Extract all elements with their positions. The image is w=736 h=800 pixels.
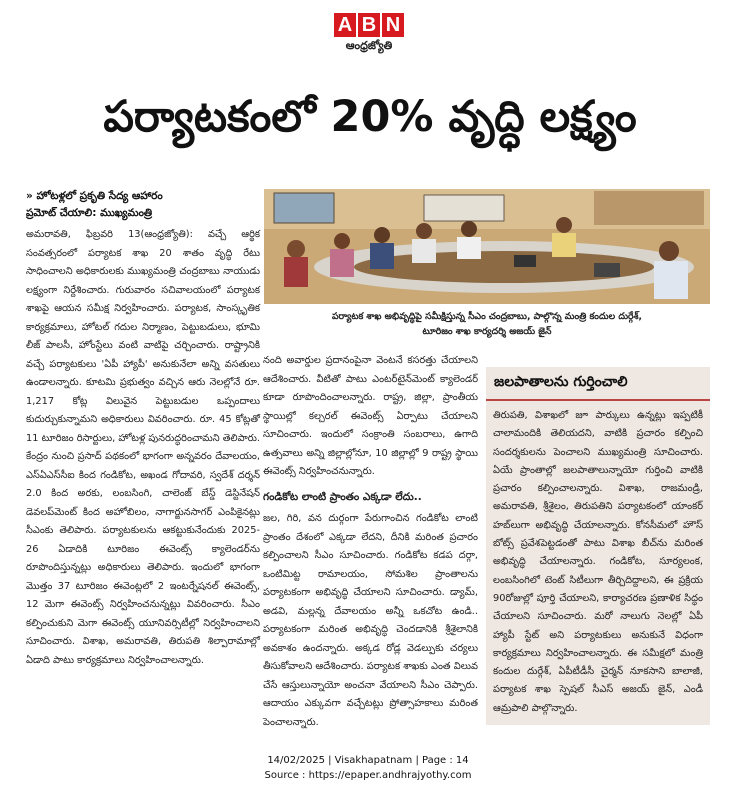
meeting-photo-illustration (264, 189, 710, 304)
sidebar-box (486, 367, 710, 725)
subheading-gandikota: గండికోట లాంటి ప్రాంతం ఎక్కడా లేదు.. (263, 490, 422, 503)
logo-letter-a: A (334, 13, 356, 37)
news-photo (264, 189, 710, 304)
kicker-line-1: » హోటళ్లలో ప్రకృతి సేద్య ఆహారం (26, 190, 163, 202)
article-column-2-top: నంది అవార్డుల ప్రదానంపైనా వెంటనే కసరత్తు చేయాలని ఆదేశించారు. వీటితో పాటు ఎంటర్‌టైన్‌మెంట్ క్యాలెండర్ కూడా రూపొందించాలన్నారు. రాష్ట్ర, జిల్లా, ప్రాంతీయ స్థాయిల్లో కల్చరల్ ఈవెంట్స్ ఏర్పాటు చేయాలని సూచించారు. ఇందులో సంక్రాంతి సంబరాలు, ఉగాది ఉత్సవాలు అన్ని జిల్లాల్లోనూ, 10 జిల్లాల్లో 9 రాష్ట్ర స్థాయి ఈవెంట్స్ నిర్వహించనున్నారు. (263, 355, 478, 477)
abn-logo (331, 13, 407, 55)
sidebar-title: జలపాతాలను గుర్తించాలి (486, 367, 710, 401)
logo-letter-b: B (358, 13, 380, 37)
logo-subtitle: ఆంధ్రజ్యోతి (345, 39, 393, 52)
logo-letter-n: N (382, 13, 404, 37)
kicker (26, 188, 266, 222)
kicker-line-2: ప్రమోట్ చేయాలి: ముఖ్యమంత్రి (26, 207, 153, 219)
sidebar-body: తిరుపతి, విశాఖలో జూ పార్కులు ఉన్నట్లు ఇప్పటికీ చాలామందికి తెలియదని, వాటికి ప్రచారం కల్పించి సందర్శకులను పెంచాలని ముఖ్యమంత్రి సూచించారు. ఏయే ప్రాంతాల్లో జలపాతాలున్నాయో గుర్తించి వాటికి ప్రచారం కల్పించాలన్నారు. విశాఖ, రాజమండ్రి, అమరావతి, శ్రీశైలం, తిరుపతిని పర్యాటకంలో యాంకర్ హబ్‌లుగా అభివృద్ధి చేయాలన్నారు. కోనసీమలో హౌస్ బోట్స్ ప్రవేశపెట్టడంతో పాటు విశాఖ బీచ్‌ను మరింత అభివృద్ధి చేయాలన్నారు. గండికోట, సూర్యలంక, లంబసింగిలో టెంట్ సిటీలుగా తీర్చిదిద్దాలని, ఈ ప్రక్రియ 90రోజుల్లో పూర్తి చేయాలని, కార్యాచరణ ప్రణాళిక సిద్ధం చేయాలని సూచించారు. మరో నాలుగు నెలల్లో ఏపీ హ్యాపీ స్టేట్ అని పర్యాటకులు అనుకునే విధంగా కార్యక్రమాలు నిర్వహించాలన్నారు. ఈ సమీక్షలో మంత్రి కందుల దుర్గేశ్, ఏపీటీడీసీ చైర్మన్ నూకసాని బాలాజీ, పర్యాటక శాఖ స్పెషల్ సీఎస్ అజయ్ జైన్, ఎండీ ఆమ్రపాలి పాల్గొన్నారు. (493, 410, 703, 714)
footer-dateline: 14/02/2025 | Visakhapatnam | Page : 14 (267, 755, 469, 766)
footer-source: Source : https://epaper.andhrajyothy.com (264, 770, 472, 781)
caption-line-1: పర్యాటక శాఖ అభివృద్ధిపై సమీక్షిస్తున్న సీఎం చంద్రబాబు, పాల్గొన్న మంత్రి కందుల దుర్గేశ్, (332, 311, 642, 322)
article-column-2-bottom: జల, గిరి, వన దుర్గంగా పేరుగాంచిన గండికోట లాంటి ప్రాంతం దేశంలో ఎక్కడా లేదని, దీనికి మరింత ప్రచారం కల్పించాలని సీఎం సూచించారు. గండికోట కడప దర్గా, ఒంటిమిట్ట రామాలయం, సోమశిల ప్రాంతాలను పర్యాటకంగా అభివృద్ధి చేయాలని సూచించారు. డ్యామ్, అడవి, మల్లన్న దేవాలయం అన్నీ ఒకచోట ఉండి.. పర్యాటకంగా మరింత అభివృద్ధి చెందడానికి శ్రీశైలానికి అవకాశం ఉందన్నారు. అక్కడ రోడ్ల వెడల్పుకు చర్యలు తీసుకోవాలని ఆదేశించారు. పర్యాటక శాఖకు ఎంత విలువ చేసే ఆస్తులున్నాయో అంచనా వేయాలని సీఎం చెప్పారు. ఆదాయం ఎక్కువగా వచ్చేటట్లు ప్రోత్సాహకాలు మరింత పెంచాలన్నారు. (263, 513, 478, 728)
article-column-2 (263, 352, 478, 728)
caption-line-2: టూరిజం శాఖ కార్యదర్శి అజయ్ జైన్ (422, 326, 552, 337)
footer (0, 753, 736, 783)
headline: పర్యాటకంలో 20% వృద్ధి లక్ష్యం (103, 92, 637, 142)
article-column-1: అమరావతి, ఫిబ్రవరి 13(ఆంధ్రజ్యోతి): వచ్చే ఆర్థిక సంవత్సరంలో పర్యాటక శాఖ 20 శాతం వృద్ధి రేటు సాధించాలని అధికారులకు ముఖ్యమంత్రి చంద్రబాబు నాయుడు లక్ష్యంగా నిర్దేశించారు. గురువారం సచివాలయంలో పర్యాటక శాఖపై ఆయన సమీక్ష నిర్వహించారు. పర్యాటక, సాంస్కృతిక కార్యక్రమాలు, హోటల్ గదుల నిర్మాణం, పెట్టుబడులు, భూమి లీజ్ పాలసీ, హోంస్టేలు వంటి వాటిపై చర్చించారు. రాష్ట్రానికి వచ్చే పర్యాటకులు 'ఏపీ హ్యాపీ' అనుకునేలా అన్ని వసతులు ఉండాలన్నారు. కూటమి ప్రభుత్వం వచ్చిన ఆరు నెలల్లోనే రూ. 1,217 కోట్ల విలువైన పెట్టుబడుల ఒప్పందాలు కుదుర్చుకున్నామని అధికారులు వివరించారు. రూ. 45 కోట్లతో 11 టూరిజం రిసార్టులు, హోటళ్ల పునరుద్ధరించామని తెలిపారు. కేంద్రం నుంచి ప్రసాద్ పథకంలో భాగంగా అన్నవరం దేవాలయం, ఎస్ఏఎస్‌సీఐ కింద గండికోట, అఖండ గోదావరి, స్వదేశ్ దర్శన్ 2.0 కింద అరకు, లంబసింగి, చాలెంజ్ బేస్డ్ డెస్టినేషన్ డెవలప్‌మెంట్ కింద అహోబిలం, నాగార్జునసాగర్ ఎంపికైనట్లు సీఎంకు తెలిపారు. పర్యాటకులను ఆకట్టుకునేందుకు 2025-26 ఏడాదికి టూరిజం ఈవెంట్స్ క్యాలెండర్‌ను రూపొందిస్తున్నట్లు అధికారులు తెలిపారు. ఇందులో భాగంగా మొత్తం 37 టూరిజం ఈవెంట్లలో 2 ఇంటర్నేషనల్ ఈవెంట్స్, 12 మెగా ఈవెంట్స్ నిర్వహించనున్నట్లు వివరించారు. సీఎం కల్పించుకుని మెగా ఈవెంట్స్ యూనివర్సిటీల్లో నిర్వహించాలని సూచించారు. విశాఖ, అమరావతి, తిరుపతి శిల్పారామాల్లో ఏడాది పాటు కార్యక్రమాలు నిర్వహించాలన్నారు. (26, 229, 261, 666)
photo-caption (264, 309, 710, 339)
